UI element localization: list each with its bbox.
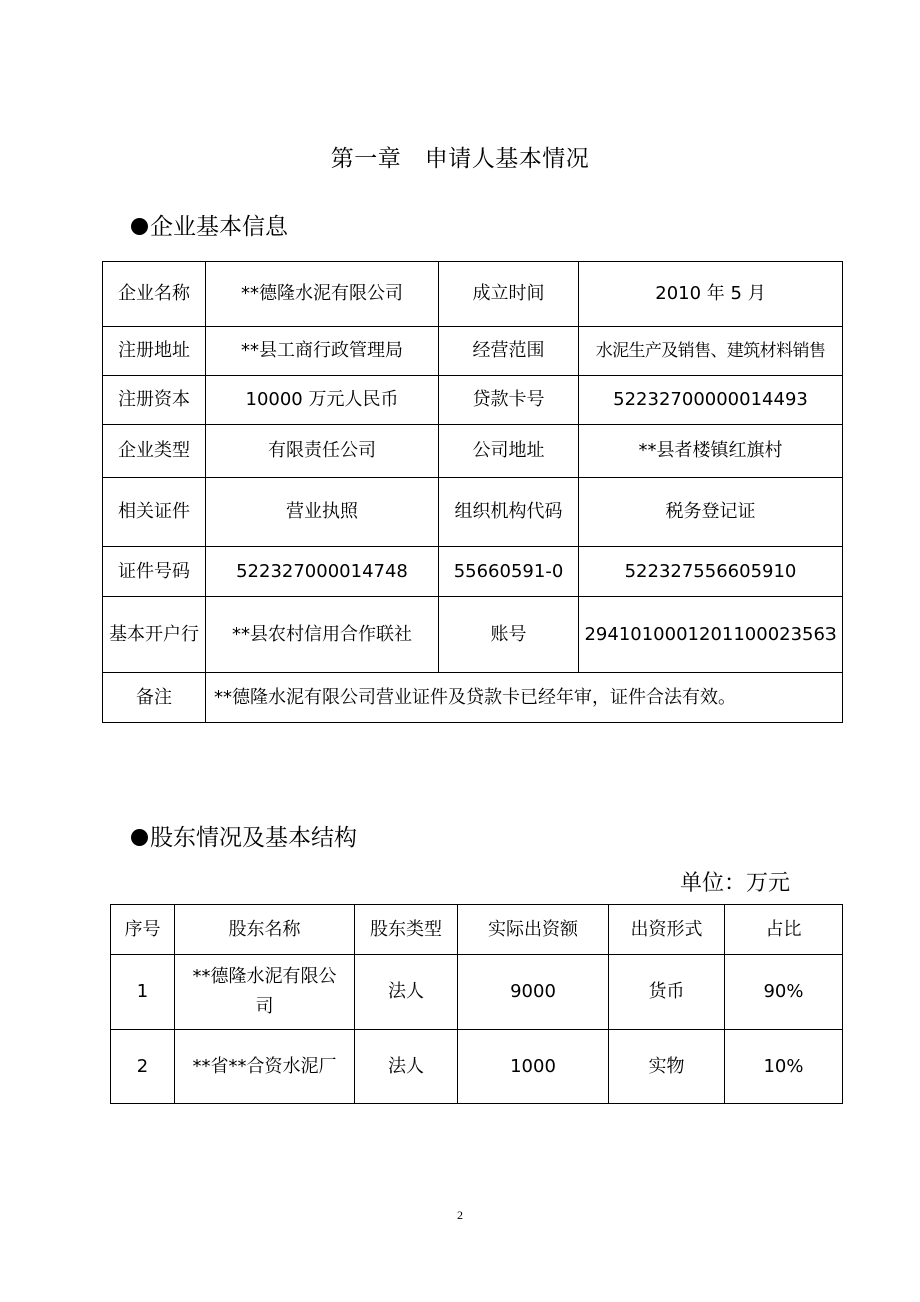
field-value: 10000 万元人民币 (206, 376, 439, 425)
column-header: 股东名称 (175, 905, 355, 955)
field-value: 2010 年 5 月 (579, 262, 843, 327)
table-cell: 2 (111, 1030, 175, 1104)
note-label: 备注 (103, 673, 206, 723)
field-label: 贷款卡号 (439, 376, 579, 425)
section-title: 股东情况及基本结构 (150, 825, 357, 851)
field-label: 基本开户行 (103, 597, 206, 673)
field-label: 经营范围 (439, 327, 579, 376)
field-label: 成立时间 (439, 262, 579, 327)
bullet-icon (131, 218, 148, 235)
table-row (103, 262, 843, 327)
table-row (103, 425, 843, 478)
field-label: 企业类型 (103, 425, 206, 478)
company-info-table (102, 261, 843, 723)
table-row (103, 376, 843, 425)
field-value: 294101000120110002356З (579, 597, 843, 673)
table-cell: **省**合资水泥厂 (175, 1030, 355, 1104)
table-row (103, 547, 843, 597)
field-label: 公司地址 (439, 425, 579, 478)
table-cell: 实物 (609, 1030, 725, 1104)
field-label: 企业名称 (103, 262, 206, 327)
table-cell: **德隆水泥有限公司 (175, 955, 355, 1030)
table-cell: 法人 (355, 955, 458, 1030)
table-cell: 货币 (609, 955, 725, 1030)
table-cell: 法人 (355, 1030, 458, 1104)
field-value: 522327000014748 (206, 547, 439, 597)
field-value: 522327556605910 (579, 547, 843, 597)
column-header: 股东类型 (355, 905, 458, 955)
page-number: 2 (457, 1208, 463, 1222)
field-label: 组织机构代码 (439, 478, 579, 547)
table-cell: 10% (725, 1030, 843, 1104)
field-value: 水泥生产及销售、建筑材料销售 (579, 327, 843, 376)
table-row (111, 955, 843, 1030)
field-value: **县者楼镇红旗村 (579, 425, 843, 478)
table-cell: 1 (111, 955, 175, 1030)
shareholder-table (110, 904, 843, 1104)
table-header-row (111, 905, 843, 955)
field-value: 52232700000014493 (579, 376, 843, 425)
field-value: 营业执照 (206, 478, 439, 547)
table-row (103, 327, 843, 376)
bullet-icon (131, 829, 148, 846)
field-value: **县工商行政管理局 (206, 327, 439, 376)
column-header: 实际出资额 (458, 905, 609, 955)
table-row (103, 597, 843, 673)
table-cell: 9000 (458, 955, 609, 1030)
field-value: **县农村信用合作联社 (206, 597, 439, 673)
table-cell: 90% (725, 955, 843, 1030)
table-row (103, 478, 843, 547)
table-cell: 1000 (458, 1030, 609, 1104)
table-row (103, 673, 843, 723)
section-heading-shareholders (131, 819, 357, 852)
section-heading-company-info (131, 208, 288, 241)
field-label: 相关证件 (103, 478, 206, 547)
column-header: 占比 (725, 905, 843, 955)
field-value: **德隆水泥有限公司 (206, 262, 439, 327)
note-text: **德隆水泥有限公司营业证件及贷款卡已经年审，证件合法有效。 (206, 673, 843, 723)
unit-label: 单位：万元 (680, 871, 791, 896)
field-label: 注册地址 (103, 327, 206, 376)
field-value: 税务登记证 (579, 478, 843, 547)
column-header: 序号 (111, 905, 175, 955)
field-value: 有限责任公司 (206, 425, 439, 478)
field-value: 55660591-0 (439, 547, 579, 597)
section-title: 企业基本信息 (150, 214, 288, 240)
column-header: 出资形式 (609, 905, 725, 955)
field-label: 账号 (439, 597, 579, 673)
field-label: 证件号码 (103, 547, 206, 597)
field-label: 注册资本 (103, 376, 206, 425)
chapter-title: 第一章 申请人基本情况 (330, 146, 590, 172)
table-row (111, 1030, 843, 1104)
